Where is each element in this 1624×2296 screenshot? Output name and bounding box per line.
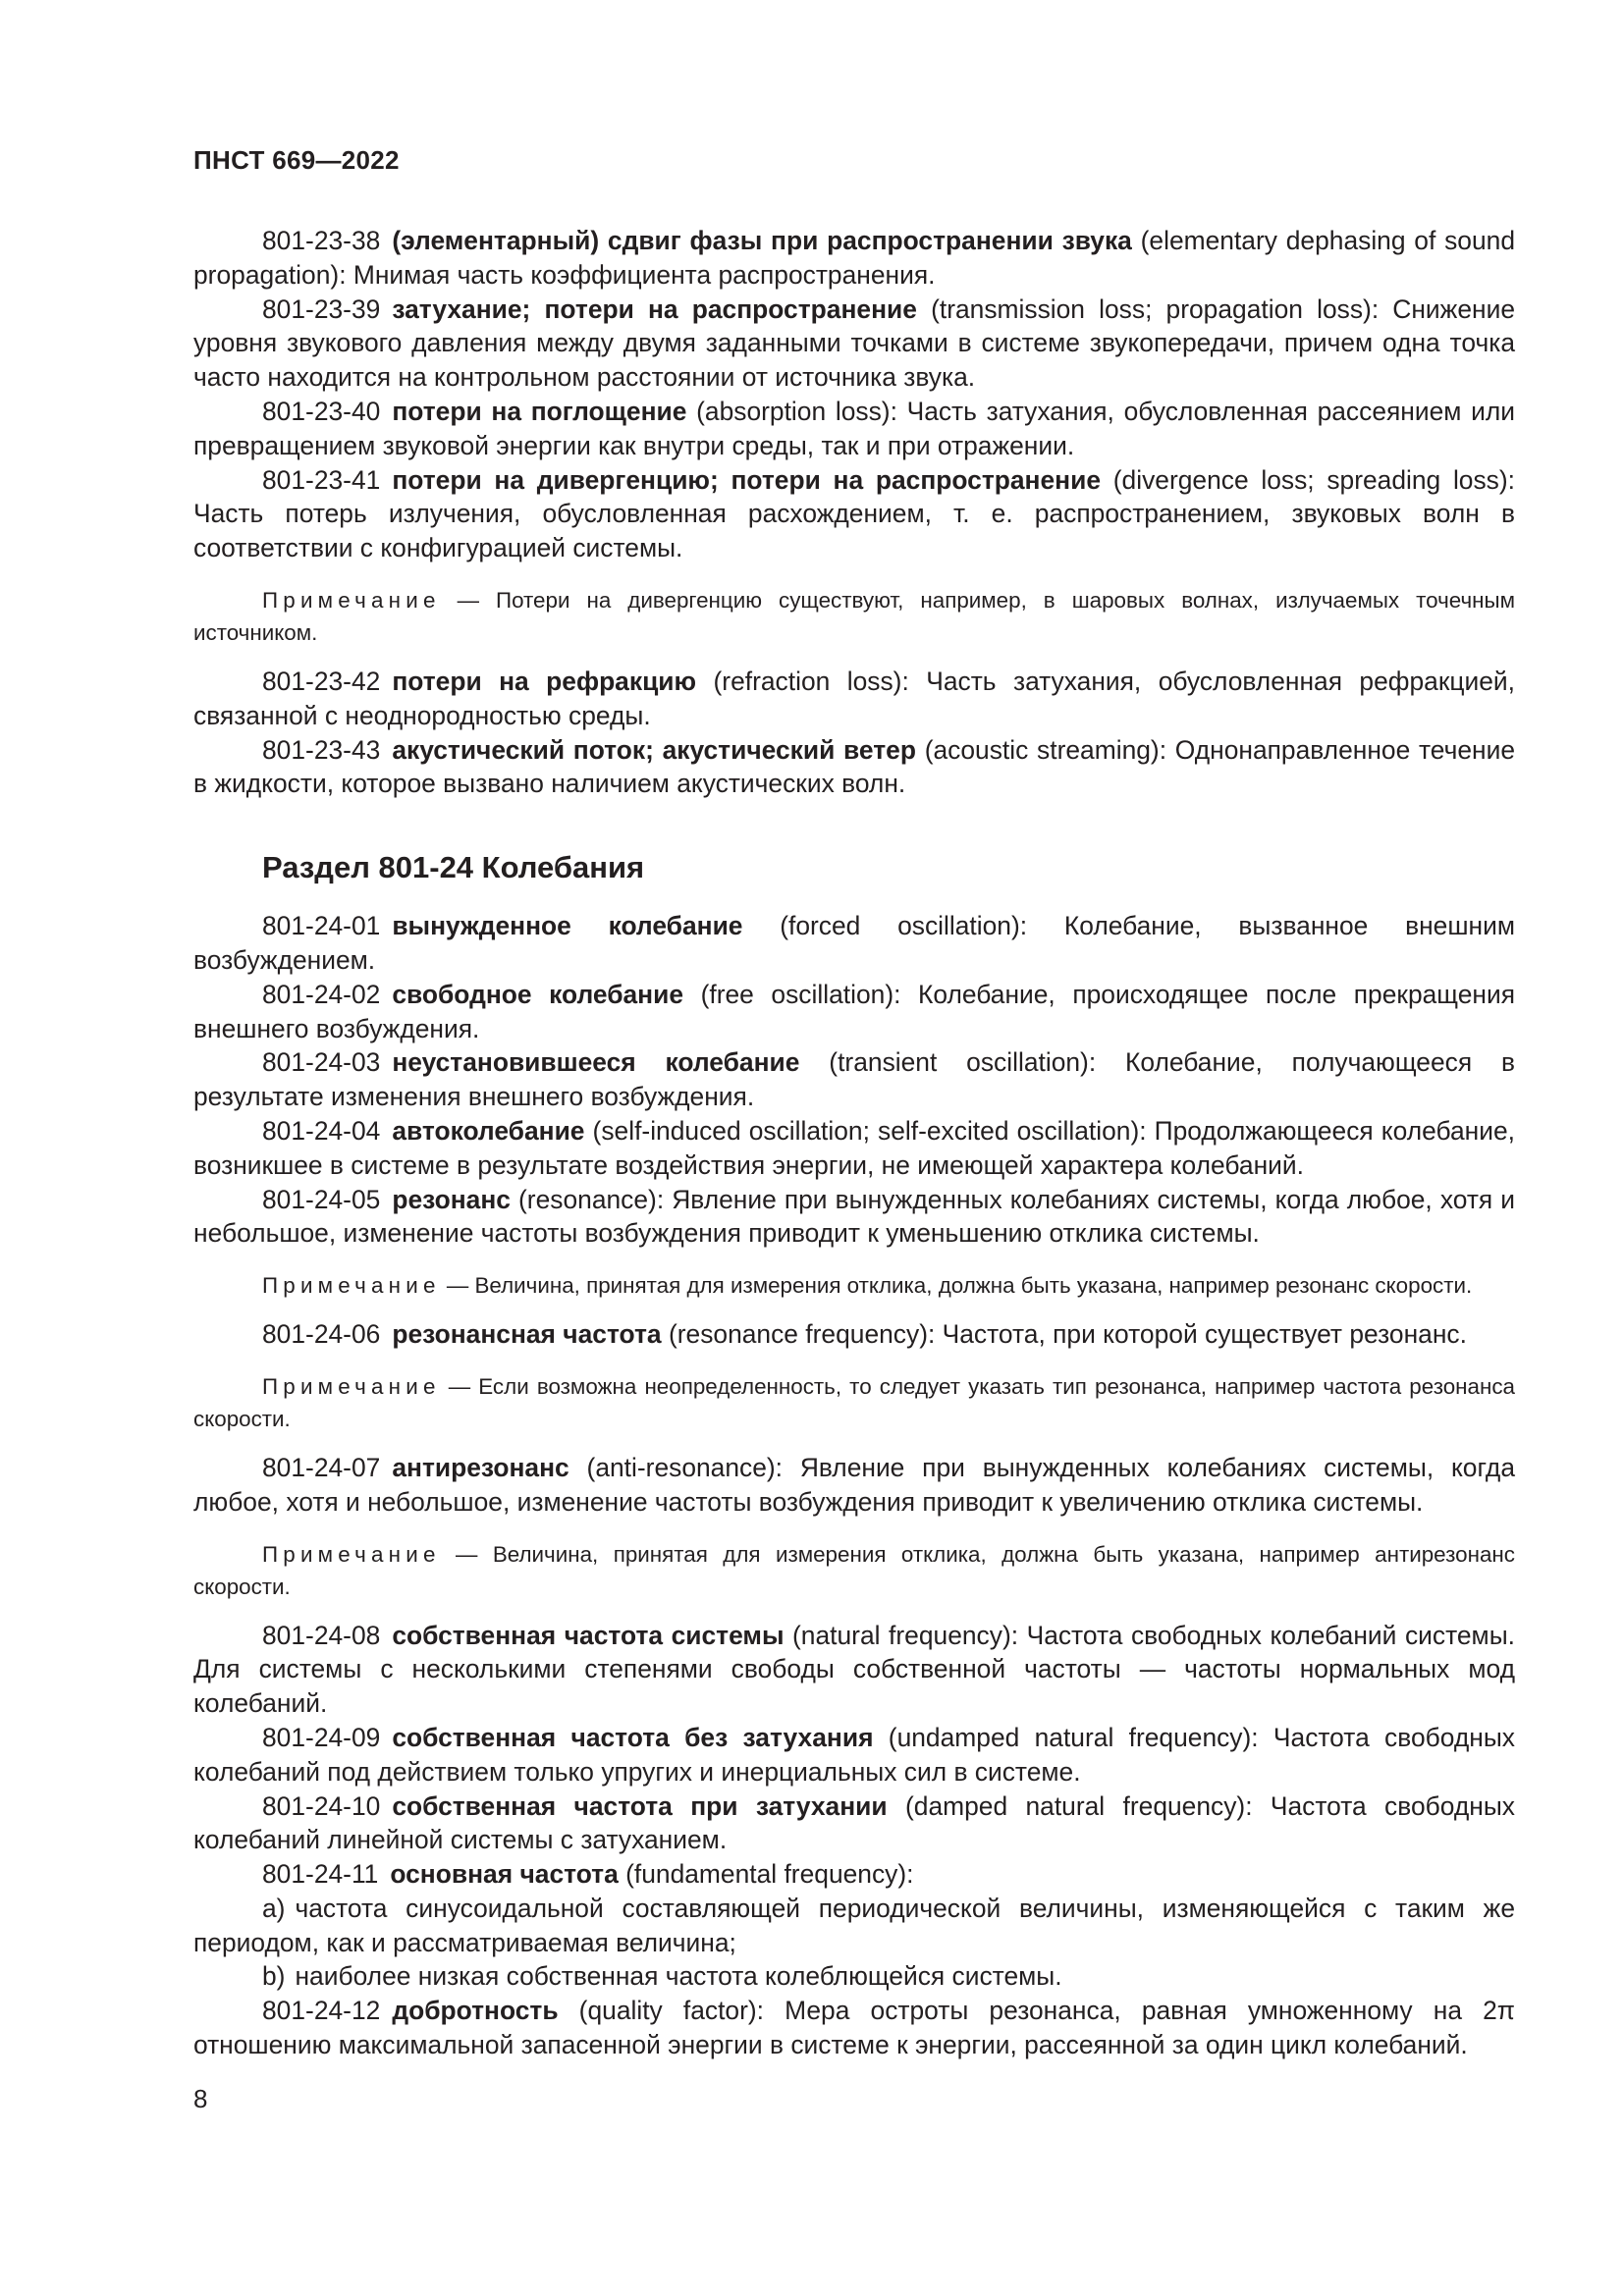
term-entry bbox=[193, 1994, 1515, 2062]
note-label: Примечание bbox=[262, 1273, 441, 1299]
term-name: добротность bbox=[392, 1996, 559, 2026]
term-definition: (free oscillation): Колебание, происходящее после прекращения внешнего возбуждения. bbox=[193, 979, 1515, 1043]
term-definition: (resonance): Явление при вынужденных колебаниях системы, когда любое, хотя и небольшое, изменение частоты возбуждения приводит к уменьшению отклика системы. bbox=[193, 1184, 1515, 1249]
term-code: 801-24-05 bbox=[262, 1184, 381, 1214]
term-name: вынужденное колебание bbox=[392, 911, 743, 941]
term-name: основная частота bbox=[390, 1859, 619, 1890]
note bbox=[193, 1370, 1515, 1435]
term-code: 801-23-40 bbox=[262, 396, 381, 426]
sub-item-text: частота синусоидальной составляющей периодической величины, изменяющейся с таким же периодом, как и рассматриваемая величина; bbox=[193, 1893, 1515, 1957]
term-definition: (natural frequency): Частота свободных колебаний системы. Для системы с несколькими степенями свободы собственной частоты — частоты нормальных мод колебаний. bbox=[193, 1620, 1515, 1719]
term-definition: (damped natural frequency): Частота свободных колебаний линейной системы с затуханием. bbox=[193, 1790, 1516, 1855]
note bbox=[193, 584, 1515, 649]
term-entry bbox=[193, 909, 1515, 978]
term-code: 801-23-41 bbox=[262, 464, 381, 495]
term-definition: (elementary dephasing of sound propagation): Мнимая часть коэффициента распространения. bbox=[193, 226, 1515, 290]
term-entry bbox=[193, 1451, 1515, 1520]
term-entry bbox=[193, 224, 1515, 293]
term-name: неустановившееся колебание bbox=[392, 1047, 800, 1078]
term-name: собственная частота системы bbox=[392, 1620, 785, 1650]
note bbox=[193, 1538, 1515, 1603]
sub-item-text: наиболее низкая собственная частота колеблющейся системы. bbox=[295, 1961, 1062, 1992]
term-definition: (absorption loss): Часть затухания, обусловленная рассеянием или превращением звуковой энергии как внутри среды, так и при отражении. bbox=[193, 396, 1515, 460]
term-entry bbox=[193, 1183, 1515, 1252]
note-text: — Если возможна неопределенность, то следует указать тип резонанса, например частота резонанса скорости. bbox=[193, 1373, 1515, 1431]
term-entry bbox=[193, 665, 1515, 733]
term-code: 801-24-09 bbox=[262, 1722, 381, 1752]
term-name: резонанс bbox=[392, 1184, 511, 1214]
section-title: Раздел 801-24 Колебания bbox=[262, 850, 645, 885]
note-label: Примечание bbox=[262, 587, 441, 613]
sub-item-marker: b) bbox=[262, 1961, 286, 1992]
document-body bbox=[193, 224, 1515, 2062]
term-code: 801-24-03 bbox=[262, 1047, 381, 1078]
term-entry bbox=[193, 1857, 1515, 1892]
term-name: собственная частота без затухания bbox=[392, 1722, 874, 1752]
term-code: 801-24-04 bbox=[262, 1115, 381, 1146]
term-code: 801-24-10 bbox=[262, 1790, 381, 1821]
term-code: 801-24-01 bbox=[262, 911, 381, 941]
term-entry bbox=[193, 1317, 1515, 1352]
term-name: (элементарный) сдвиг фазы при распространении звука bbox=[392, 226, 1132, 255]
term-name: собственная частота при затухании bbox=[392, 1790, 888, 1821]
term-code: 801-23-43 bbox=[262, 734, 381, 765]
term-definition: (transient oscillation): Колебание, получающееся в результате изменения внешнего возбуждения. bbox=[193, 1047, 1515, 1112]
term-name: потери на рефракцию bbox=[392, 666, 697, 696]
term-name: потери на дивергенцию; потери на распространение bbox=[392, 464, 1102, 495]
document-header: ПНСТ 669—2022 bbox=[193, 145, 400, 175]
term-name: акустический поток; акустический ветер bbox=[392, 734, 916, 765]
term-name: потери на поглощение bbox=[392, 396, 687, 426]
term-code: 801-23-39 bbox=[262, 294, 381, 324]
term-definition: (forced oscillation): Колебание, вызванное внешним возбуждением. bbox=[193, 911, 1515, 975]
note-label: Примечание bbox=[262, 1373, 441, 1399]
note-text: — Величина, принятая для измерения отклика, должна быть указана, например резонанс скорости. bbox=[440, 1273, 1473, 1299]
sub-item-marker: a) bbox=[262, 1893, 286, 1923]
term-name: свободное колебание bbox=[392, 979, 684, 1009]
term-name: затухание; потери на распространение bbox=[392, 294, 917, 324]
sub-item bbox=[193, 1959, 1515, 1994]
term-entry bbox=[193, 1619, 1515, 1721]
term-name: автоколебание bbox=[392, 1115, 585, 1146]
term-entry bbox=[193, 1789, 1515, 1858]
term-definition: (fundamental frequency): bbox=[618, 1859, 914, 1890]
term-code: 801-24-02 bbox=[262, 979, 381, 1009]
note bbox=[193, 1269, 1515, 1302]
term-definition: (divergence loss; spreading loss): Часть потерь излучения, обусловленная расхождением, т. е. распространением, звуковых волн в соответствии с конфигурацией системы. bbox=[193, 464, 1515, 563]
note-label: Примечание bbox=[262, 1541, 441, 1567]
term-entry bbox=[193, 463, 1515, 565]
term-definition: (resonance frequency): Частота, при которой существует резонанс. bbox=[661, 1319, 1467, 1350]
page-number: 8 bbox=[193, 2084, 208, 2113]
term-definition: (quality factor): Мера остроты резонанса, равная умноженному на 2π отношению максимальной запасенной энергии в системе к энергии, рассеянной за один цикл колебаний. bbox=[193, 1996, 1515, 2060]
term-entry bbox=[193, 978, 1515, 1046]
note-text: — Величина, принятая для измерения отклика, должна быть указана, например антирезонанс скорости. bbox=[193, 1541, 1515, 1599]
term-code: 801-23-42 bbox=[262, 666, 381, 696]
term-definition: (refraction loss): Часть затухания, обусловленная рефракцией, связанной с неоднородностью среды. bbox=[193, 666, 1515, 730]
sub-item bbox=[193, 1892, 1515, 1960]
term-entry bbox=[193, 1045, 1515, 1114]
term-entry bbox=[193, 733, 1515, 802]
term-name: резонансная частота bbox=[392, 1319, 662, 1350]
term-entry bbox=[193, 293, 1515, 395]
term-definition: (self-induced oscillation; self-excited oscillation): Продолжающееся колебание, возникшее в системе в результате воздействия энергии, не имеющей характера колебаний. bbox=[193, 1115, 1515, 1180]
note-text: — Потери на дивергенцию существуют, например, в шаровых волнах, излучаемых точечным источником. bbox=[193, 587, 1515, 645]
term-definition: (anti-resonance): Явление при вынужденных колебаниях системы, когда любое, хотя и небольшое, изменение частоты возбуждения приводит к увеличению отклика системы. bbox=[193, 1452, 1515, 1517]
term-code: 801-23-38 bbox=[262, 226, 381, 255]
term-definition: (transmission loss; propagation loss): Снижение уровня звукового давления между двумя заданными точками в системе звукопередачи, причем одна точка часто находится на контрольном расстоянии от источника звука. bbox=[193, 294, 1515, 393]
term-entry bbox=[193, 1114, 1515, 1183]
term-name: антирезонанс bbox=[392, 1452, 569, 1482]
term-entry bbox=[193, 395, 1515, 463]
term-definition: (acoustic streaming): Однонаправленное течение в жидкости, которое вызвано наличием акустических волн. bbox=[193, 734, 1516, 799]
term-code: 801-24-07 bbox=[262, 1452, 381, 1482]
term-code: 801-24-12 bbox=[262, 1996, 381, 2026]
term-code: 801-24-08 bbox=[262, 1620, 381, 1650]
term-code: 801-24-06 bbox=[262, 1319, 381, 1350]
term-entry bbox=[193, 1721, 1515, 1789]
term-definition: (undamped natural frequency): Частота свободных колебаний под действием только упругих и инерциальных сил в системе. bbox=[193, 1722, 1516, 1787]
term-code: 801-24-11 bbox=[262, 1859, 379, 1890]
